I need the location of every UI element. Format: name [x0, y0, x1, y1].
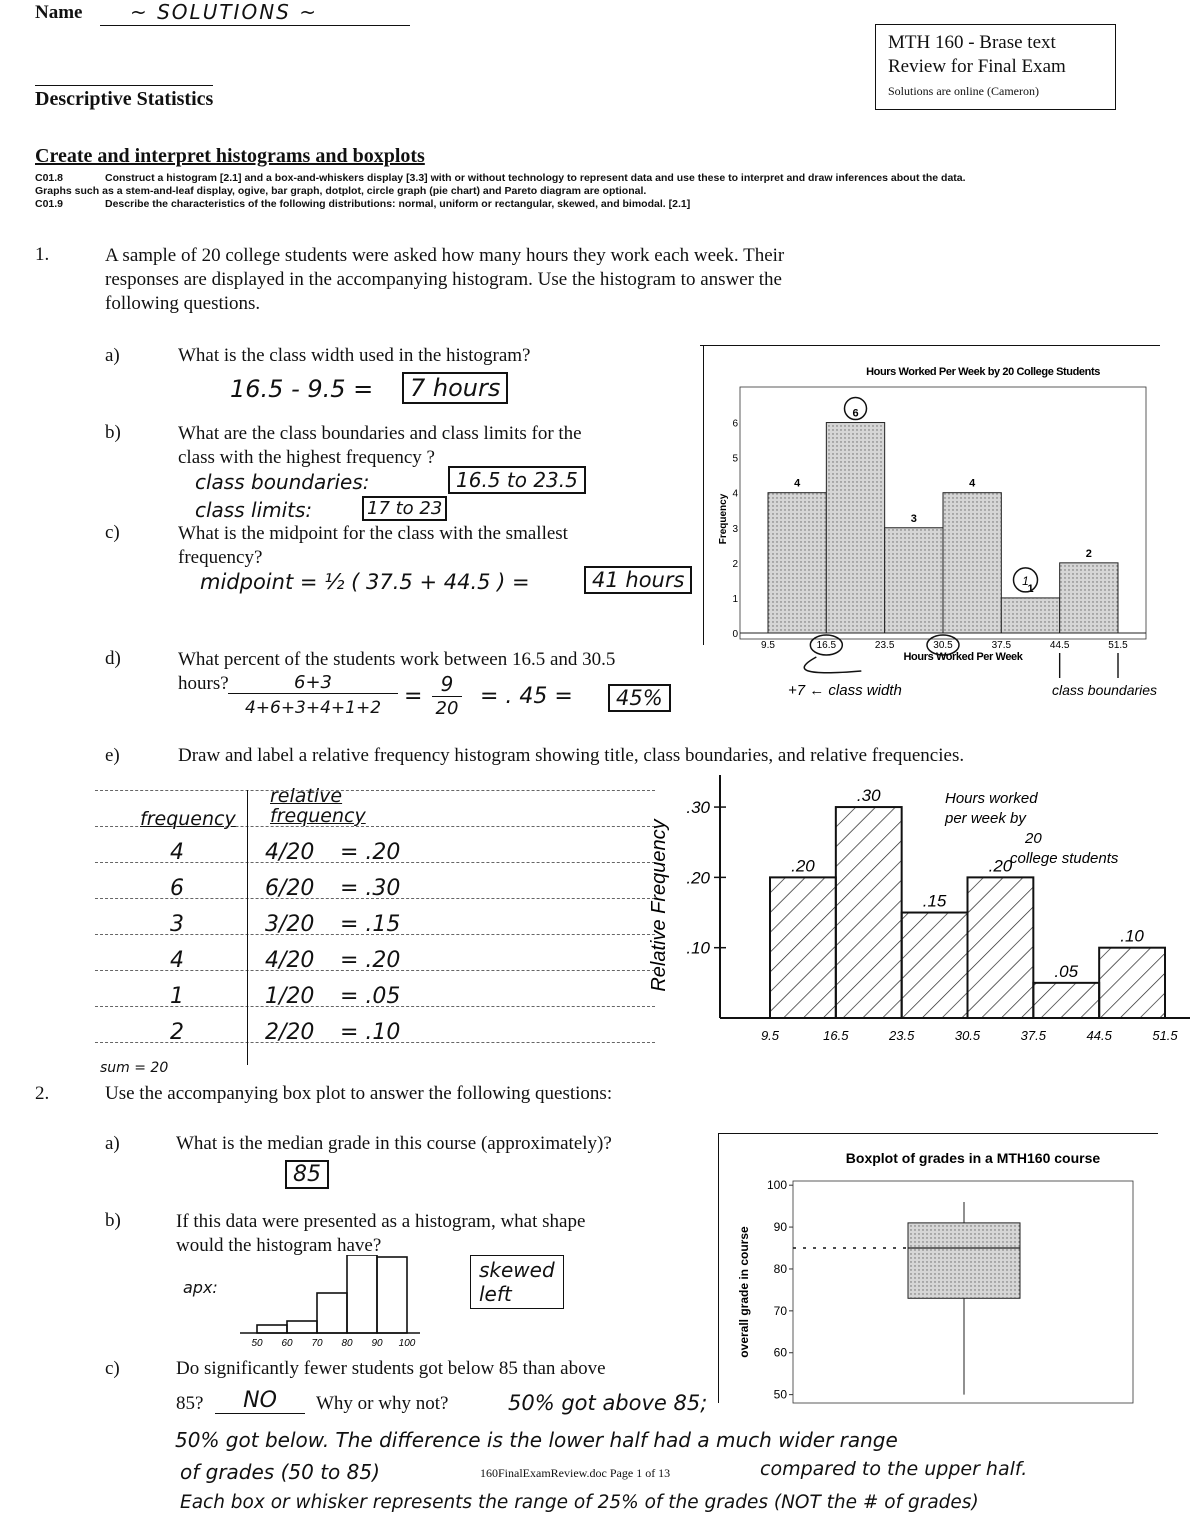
bar-count-label: 4 [794, 477, 801, 490]
page-footer: 160FinalExamReview.doc Page 1 of 13 [480, 1466, 671, 1480]
name-value: ~ SOLUTIONS ~ [130, 0, 318, 24]
objective-item: C01.9 Describe the characteristics of the following distributions: normal, uniform or rectangular, skewed, and bimodal. [2.1] [35, 198, 691, 210]
relative-histogram-bar [968, 877, 1034, 1018]
objectives-list [35, 172, 1195, 211]
y-tick-label: 60 [773, 1345, 787, 1360]
sketch-tick-label: 50 [251, 1338, 263, 1349]
table-ruled-line [95, 790, 655, 791]
y-tick-label: 80 [773, 1261, 787, 1276]
y-tick-label: 4 [732, 488, 738, 500]
bar-count-label: 3 [910, 512, 917, 525]
bar-count-label: 6 [852, 407, 859, 420]
histogram-bar [826, 423, 884, 633]
grades-boxplot-svg [718, 1133, 1158, 1423]
q2-intro: Use the accompanying box plot to answer the following questions: [105, 1083, 613, 1104]
name-line [100, 25, 410, 26]
q1d-frac-num: 9 [432, 672, 462, 697]
table-cell-fraction: 4/20 [265, 840, 315, 865]
table-cell-fraction: 4/20 [265, 948, 315, 973]
frequency-histogram-svg [700, 345, 1170, 705]
y-tick-label: .20 [686, 868, 710, 888]
q1b-label: b) [105, 422, 121, 443]
table-cell-relative-value: = .30 [340, 876, 401, 901]
chart-title-line: college students [1010, 850, 1119, 867]
table-header-relative: relative frequency [270, 785, 366, 827]
sketch-tick-label: 80 [341, 1338, 353, 1349]
q2c-answer: NO [215, 1388, 305, 1414]
q1d-eq1: = [404, 684, 423, 709]
frequency-histogram [700, 345, 1170, 705]
q2b-question: If this data were presented as a histogram, what shape would the histogram have? [176, 1211, 586, 1256]
q2c-work-line1: 50% got above 85; [508, 1391, 708, 1415]
q1-number: 1. [35, 244, 50, 265]
sketch-bar [317, 1293, 347, 1333]
y-tick-label: 1 [732, 593, 738, 605]
y-axis-label: overall grade in course [737, 1226, 751, 1358]
q2c-question-85: 85? [176, 1393, 204, 1414]
sketch-bar [257, 1325, 287, 1333]
table-cell-relative-value: = .05 [340, 984, 401, 1009]
q2c-question: Do significantly fewer students got below 85 than above [176, 1358, 606, 1379]
x-tick-label: 23.5 [889, 1028, 915, 1043]
bar-count-label: 1 [1027, 582, 1034, 595]
name-label: Name [35, 2, 83, 23]
course-info-box [875, 24, 1116, 110]
relative-histogram-bar [836, 807, 902, 1018]
relative-frequency-histogram [640, 765, 1190, 1065]
sketch-tick-label: 100 [398, 1338, 416, 1349]
chart-title-line: Hours worked [945, 790, 1038, 807]
relative-histogram-bar [902, 913, 968, 1018]
sketch-bar [287, 1321, 317, 1333]
bar-value-label: .20 [791, 856, 815, 876]
histogram-sketch [235, 1255, 425, 1350]
bar-value-label: .30 [856, 786, 881, 806]
box-iqr [908, 1223, 1020, 1298]
course-subtitle: Review for Final Exam [888, 56, 1066, 77]
chart-title: Boxplot of grades in a MTH160 course [845, 1150, 1101, 1166]
bar-value-label: .10 [1120, 926, 1144, 946]
x-axis-label: Hours Worked Per Week [903, 651, 1023, 663]
table-cell-frequency: 6 [170, 876, 184, 901]
q2b-answer: skewed left [470, 1255, 564, 1309]
course-solutions-note: Solutions are online (Cameron) [888, 84, 1039, 98]
table-cell-fraction: 6/20 [265, 876, 315, 901]
relative-frequency-histogram-svg [640, 765, 1190, 1065]
y-axis-label: Frequency [718, 493, 729, 545]
q1c-question: What is the midpoint for the class with the smallest frequency? [178, 523, 568, 568]
q1e-question: Draw and label a relative frequency histogram showing title, class boundaries, and relative frequencies. [178, 745, 965, 766]
histogram-bar [768, 493, 826, 633]
grades-boxplot [718, 1133, 1158, 1423]
table-cell-fraction: 1/20 [265, 984, 315, 1009]
q1e-label: e) [105, 745, 120, 766]
class-boundaries-note: class boundaries [1052, 682, 1158, 698]
q2c-work-line3a: of grades (50 to 85) [180, 1460, 380, 1484]
y-tick-label: 6 [732, 418, 738, 430]
y-tick-label: 100 [766, 1178, 787, 1193]
y-tick-label: 3 [732, 523, 738, 535]
q2b-apx-label: apx: [183, 1278, 218, 1297]
q2c-work-line4: Each box or whisker represents the range of 25% of the grades (NOT the # of grades) [180, 1492, 979, 1513]
x-tick-label: 23.5 [874, 640, 895, 651]
x-tick-label: 37.5 [991, 640, 1012, 651]
y-tick-label: 5 [732, 453, 738, 465]
section-title: Descriptive Statistics [35, 85, 213, 111]
x-tick-label: 44.5 [1086, 1028, 1112, 1043]
table-cell-frequency: 4 [170, 948, 184, 973]
x-tick-label: 30.5 [933, 640, 953, 651]
q2a-answer: 85 [285, 1160, 329, 1189]
x-tick-label: 16.5 [823, 1028, 849, 1043]
x-tick-label: 9.5 [761, 640, 775, 651]
chart-title-line: 20 [1025, 830, 1042, 847]
sketch-bar [347, 1255, 377, 1333]
bar-value-label: .15 [922, 891, 947, 911]
q1a-work: 16.5 - 9.5 = [230, 375, 374, 403]
x-tick-label: 37.5 [1020, 1028, 1046, 1043]
y-tick-label: 70 [773, 1303, 787, 1318]
q1b-boundaries-answer: 16.5 to 23.5 [448, 466, 586, 494]
y-tick-label: .30 [686, 798, 710, 818]
q2b-label: b) [105, 1210, 121, 1231]
bar-count-label: 2 [1085, 547, 1092, 560]
objective-item: C01.8 Construct a histogram [2.1] and a box-and-whiskers display [3.3] with or without technology to represent data and use these to interpret and draw inferences about the data. [35, 172, 966, 184]
circled-value: 1 [1022, 573, 1029, 588]
objectives-heading: Create and interpret histograms and boxplots [35, 145, 425, 167]
table-header-frequency: frequency [140, 808, 236, 830]
bar-value-label: .20 [988, 856, 1013, 876]
q1d-frac-den: 20 [435, 698, 459, 719]
chart-title-line: per week by [945, 810, 1026, 827]
chart-title: Hours Worked Per Week by 20 College Students [866, 366, 1100, 378]
y-tick-label: 50 [773, 1387, 787, 1402]
table-cell-relative-value: = .15 [340, 912, 401, 937]
table-cell-frequency: 4 [170, 840, 184, 865]
table-cell-relative-value: = .10 [340, 1020, 401, 1045]
q2c-work-line3b: compared to the upper half. [760, 1458, 1028, 1480]
histogram-bar [943, 493, 1001, 633]
histogram-bar [1001, 598, 1059, 633]
q1b-limits-label: class limits: [195, 498, 313, 522]
q2c-work-line2: 50% got below. The difference is the lower half had a much wider range [175, 1428, 898, 1452]
q1b-question: What are the class boundaries and class limits for the class with the highest frequency ? [178, 423, 582, 468]
y-tick-label: 2 [732, 558, 738, 570]
q2c-why: Why or why not? [316, 1393, 449, 1414]
q1a-label: a) [105, 345, 120, 366]
curved-arrow [804, 657, 861, 673]
table-cell-relative-value: = .20 [340, 948, 401, 973]
q2a-question: What is the median grade in this course (approximately)? [176, 1133, 612, 1154]
table-cell-frequency: 2 [170, 1020, 184, 1045]
y-axis-label: Relative Frequency [648, 819, 670, 992]
q1d-question: What percent of the students work between 16.5 and 30.5 hours? [178, 649, 616, 694]
sketch-bar [377, 1257, 407, 1333]
table-cell-fraction: 3/20 [265, 912, 315, 937]
q1d-denominator: 4+6+3+4+1+2 [244, 698, 382, 718]
q1b-boundaries-label: class boundaries: [195, 470, 370, 494]
table-cell-relative-value: = .20 [340, 840, 401, 865]
x-tick-label: 30.5 [954, 1028, 981, 1043]
y-tick-label: 0 [732, 629, 738, 640]
relative-histogram-bar [770, 877, 836, 1018]
relative-histogram-bar [1099, 948, 1165, 1018]
sketch-tick-label: 60 [281, 1338, 293, 1349]
q2c-label: c) [105, 1358, 120, 1379]
q2-number: 2. [35, 1083, 50, 1104]
q1c-work: midpoint = ½ ( 37.5 + 44.5 ) = [200, 570, 530, 594]
q1b-limits-answer: 17 to 23 [362, 496, 447, 521]
q1a-question: What is the class width used in the histogram? [178, 345, 531, 366]
q2a-label: a) [105, 1133, 120, 1154]
y-tick-label: 90 [773, 1220, 787, 1235]
x-tick-label: 51.5 [1108, 640, 1128, 651]
bar-value-label: .05 [1054, 961, 1079, 981]
table-cell-frequency: 1 [170, 984, 184, 1009]
q1c-answer: 41 hours [584, 566, 692, 594]
relative-frequency-table [95, 780, 655, 1080]
sketch-tick-label: 70 [311, 1338, 323, 1349]
table-cell-frequency: 3 [170, 912, 184, 937]
q1d-eq2: = . 45 = [480, 684, 573, 709]
objective-item: Graphs such as a stem-and-leaf display, ogive, bar graph, dotplot, circle graph (pie chart) and Pareto diagram are optional. [35, 185, 647, 197]
sketch-tick-label: 90 [371, 1338, 383, 1349]
q1d-answer: 45% [608, 684, 671, 712]
course-title: MTH 160 - Brase text [888, 32, 1056, 53]
q1d-numerator: 6+3 [228, 672, 398, 694]
y-tick-label: .10 [686, 938, 710, 958]
table-cell-fraction: 2/20 [265, 1020, 315, 1045]
x-tick-label: 16.5 [816, 640, 837, 651]
q1-intro: A sample of 20 college students were asked how many hours they work each week. Their responses are displayed in the accompanying histogram. Use the histogram to answer the following questions. [105, 245, 785, 314]
bar-count-label: 4 [969, 477, 976, 490]
q1c-label: c) [105, 522, 120, 543]
q1d-label: d) [105, 648, 121, 669]
x-tick-label: 44.5 [1049, 640, 1070, 651]
table-divider [247, 790, 248, 1065]
histogram-bar [885, 528, 943, 633]
relative-histogram-bar [1033, 983, 1099, 1018]
x-tick-label: 9.5 [760, 1028, 780, 1043]
x-tick-label: 51.5 [1152, 1028, 1178, 1043]
table-sum-note: sum = 20 [100, 1060, 169, 1076]
histogram-bar [1060, 563, 1118, 633]
q1a-answer: 7 hours [402, 372, 508, 404]
class-width-note: +7 ← class width [788, 682, 902, 699]
